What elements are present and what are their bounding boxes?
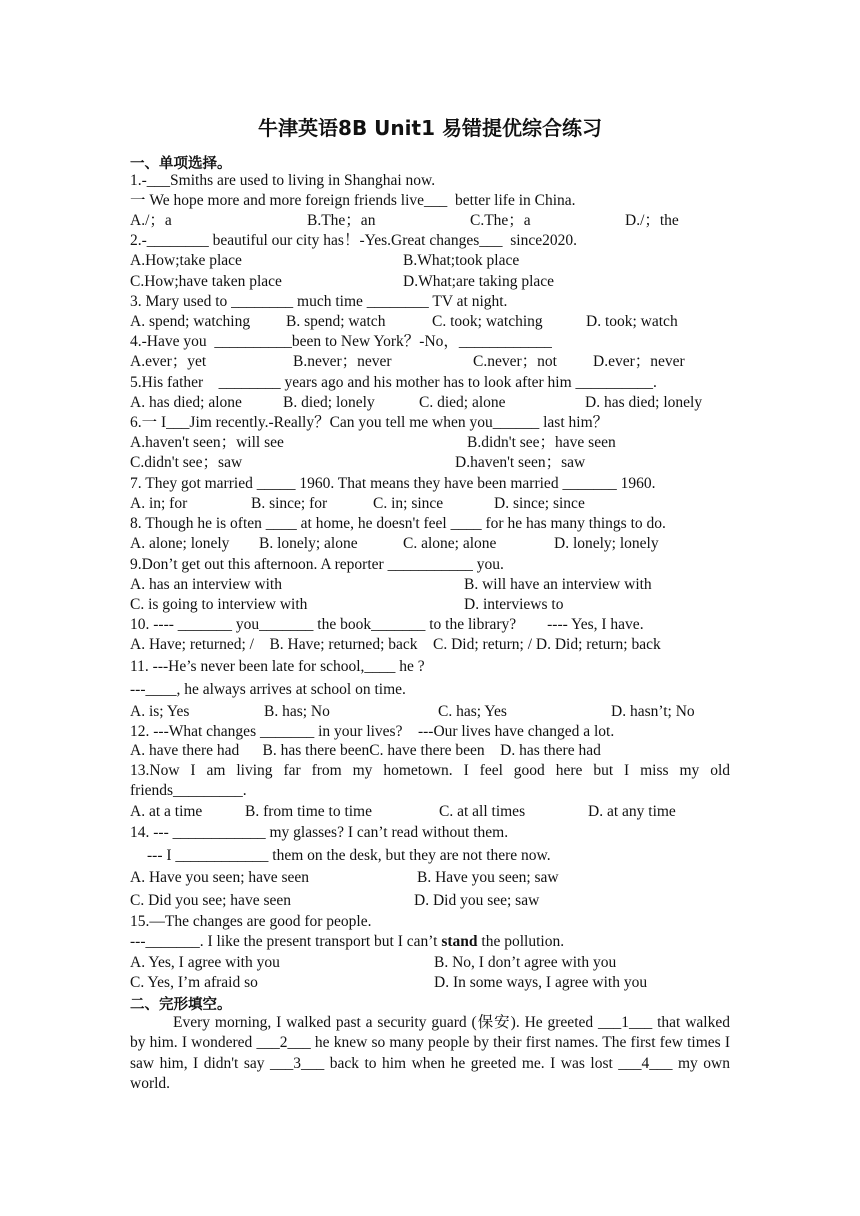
option-c: C. took; watching [432,313,543,330]
option-b: B.What;took place [403,252,520,269]
option-a: A. spend; watching [130,313,251,330]
option-b: B. lonely; alone [259,535,358,552]
question-14-line-2: --- I ____________ them on the desk, but they are not there now. [147,847,551,864]
option-c: C.The；a [470,212,531,229]
option-a: A. has an interview with [130,576,282,593]
option-b: B.didn't see；have seen [467,434,616,451]
option-a: A. in; for [130,495,188,512]
cloze-passage: Every morning, I walked past a security guard (保安). He greeted ___1___ that walked by him. I wondered ___2___ he knew so many people by their first names. The first few times I saw him, I didn't say ___3___ back to him when he greeted me. I was lost ___4___ my own world. [130,1014,730,1092]
question-5: 5.His father ________ years ago and his mother has to look after him __________. [130,374,657,391]
option-a: A. alone; lonely [130,535,230,552]
option-c: C.never；not [473,353,557,370]
option-b: B. has; No [264,703,330,720]
option-b: B. Have you seen; saw [417,869,559,886]
question-8: 8. Though he is often ____ at home, he doesn't feel ____ for he has many things to do. [130,515,666,532]
question-10: 10. ---- _______ you_______ the book_______ to the library? ---- Yes, I have. [130,616,644,633]
option-a: A.ever；yet [130,353,207,370]
question-9: 9.Don’t get out this afternoon. A reporter ___________ you. [130,556,504,573]
question-3: 3. Mary used to ________ much time ________ TV at night. [130,293,508,310]
option-a: A. Yes, I agree with you [130,954,280,971]
option-b: B. No, I don’t agree with you [434,954,617,971]
option-c: C.didn't see；saw [130,454,243,471]
question-11-line-2: ---____, he always arrives at school on time. [130,681,406,698]
question-4: 4.-Have you __________been to New York？-No，____________ [130,333,552,350]
option-a: A. Have you seen; have seen [130,869,310,886]
option-d: D. hasn’t; No [611,703,695,720]
option-a: A.haven't seen；will see [130,434,284,451]
question-1-line-2: 一 We hope more and more foreign friends live___ better life in China. [130,192,576,209]
option-d: D.What;are taking place [403,273,555,290]
section-heading-choice: 一、单项选择。 [130,156,232,172]
option-d: D. lonely; lonely [554,535,659,552]
question-11: 11. ---He’s never been late for school,____ he ? [130,658,425,675]
option-d: D. at any time [588,803,676,820]
option-c: C. died; alone [419,394,506,411]
bold-word-stand: stand [441,933,478,950]
question-12: 12. ---What changes _______ in your lives? ---Our lives have changed a lot. [130,723,615,740]
option-c: C. Did you see; have seen [130,892,291,909]
question-15-text-end: the pollution. [477,933,565,950]
option-d: D.haven't seen；saw [455,454,586,471]
question-15: 15.—The changes are good for people. [130,913,372,930]
option-d: D./；the [625,212,679,229]
question-13-line-2: friends_________. [130,782,247,799]
option-d: D. Did you see; saw [414,892,540,909]
question-12-options: A. have there had B. has there beenC. have there been D. has there had [130,742,601,759]
question-15-text: ---_______. I like the present transport but I can’t [130,933,442,950]
page-title: 牛津英语8B Unit1 易错提优综合练习 [258,116,602,140]
option-b: B. since; for [251,495,328,512]
option-c: C. alone; alone [403,535,497,552]
question-15-line-2 [130,932,564,952]
option-b: B. from time to time [245,803,372,820]
question-6: 6.一 I___Jim recently.-Really？Can you tell me when you______ last him？ [130,414,609,431]
option-d: D. took; watch [586,313,678,330]
option-d: D. In some ways, I agree with you [434,974,648,991]
question-13: 13.Now I am living far from my hometown. I feel good here but I miss my old [130,762,730,779]
option-c: C. is going to interview with [130,596,308,613]
option-c: C. has; Yes [438,703,507,720]
option-d: D. interviews to [464,596,564,613]
question-14: 14. --- ____________ my glasses? I can’t read without them. [130,824,509,841]
option-a: A.How;take place [130,252,242,269]
option-c: C.How;have taken place [130,273,282,290]
option-b: B.The；an [307,212,376,229]
option-a: A. at a time [130,803,203,820]
question-7: 7. They got married _____ 1960. That means they have been married _______ 1960. [130,475,656,492]
option-a: A./；a [130,212,172,229]
question-1: 1.-___Smiths are used to living in Shanghai now. [130,172,436,189]
option-a: A. has died; alone [130,394,242,411]
question-10-options: A. Have; returned; / B. Have; returned; back C. Did; return; / D. Did; return; back [130,636,661,653]
option-b: B. will have an interview with [464,576,652,593]
section-heading-cloze: 二、完形填空。 [130,997,232,1013]
option-d: D. since; since [494,495,585,512]
option-b: B.never；never [293,353,392,370]
option-b: B. died; lonely [283,394,375,411]
option-c: C. in; since [373,495,444,512]
question-2: 2.-________ beautiful our city has！-Yes.Great changes___ since2020. [130,232,577,249]
option-d: D. has died; lonely [585,394,703,411]
option-c: C. at all times [439,803,526,820]
option-b: B. spend; watch [286,313,386,330]
option-d: D.ever；never [593,353,685,370]
option-c: C. Yes, I’m afraid so [130,974,258,991]
option-a: A. is; Yes [130,703,190,720]
